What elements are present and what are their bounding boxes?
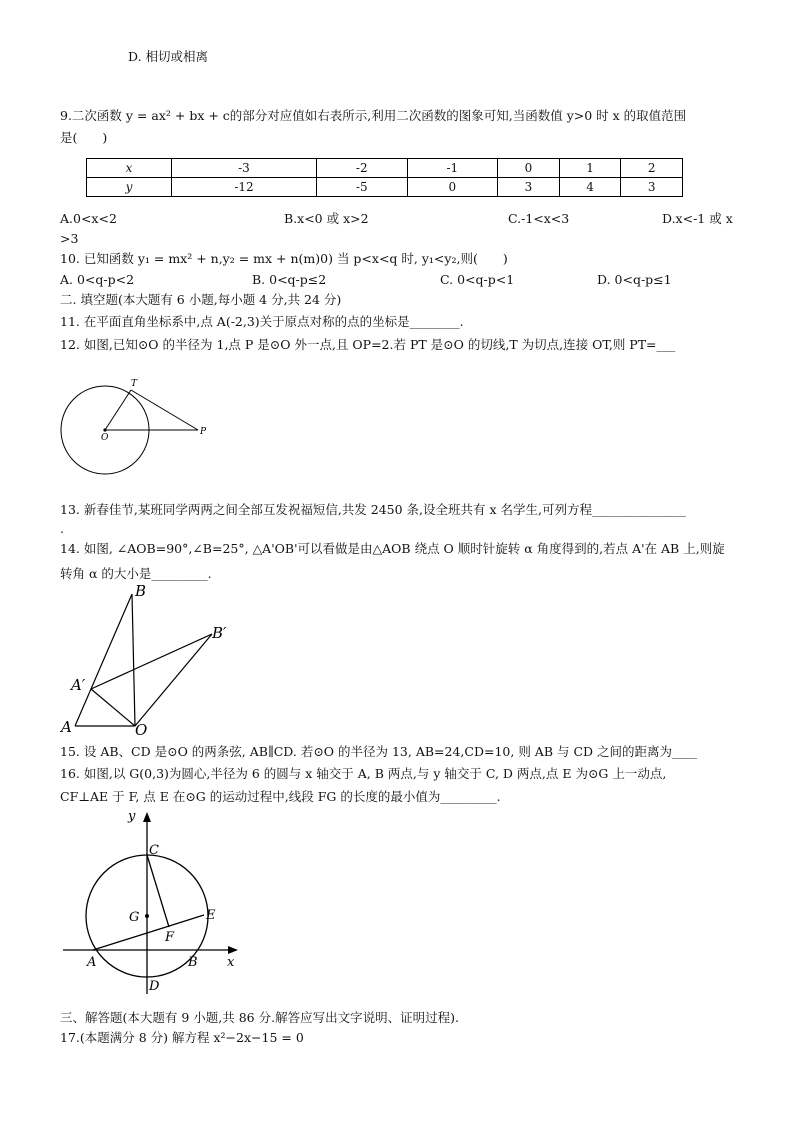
q10-option-d: D. 0<q-p≤1	[597, 272, 672, 287]
table-cell: 3	[621, 178, 683, 197]
table-cell: 0	[498, 159, 560, 178]
table-cell: 1	[559, 159, 621, 178]
q14-text: 14. 如图, ∠AOB=90°,∠B=25°, △A'OB'可以看做是由△AOB 绕点 O 顺时针旋转 α 角度得到的,若点 A'在 AB 上,则旋	[60, 541, 725, 556]
table-row	[87, 159, 683, 178]
segment-a-prime-b-prime	[91, 634, 212, 689]
center-point	[103, 428, 106, 431]
segment-cf	[147, 855, 169, 927]
label-f: F	[165, 930, 175, 945]
segment-o-b-prime	[135, 634, 212, 726]
table-cell: x	[87, 159, 172, 178]
label-a-prime: A′	[71, 676, 86, 694]
q13-text-cont: .	[60, 521, 64, 536]
table-row	[87, 178, 683, 197]
label-o: O	[101, 433, 109, 443]
point-g	[145, 914, 149, 918]
q9-stem-cont: 是( )	[60, 130, 108, 145]
label-x: x	[227, 955, 235, 970]
q9-option-b: B.x<0 或 x>2	[284, 211, 369, 226]
q9-value-table	[86, 158, 683, 197]
x-axis-arrow-icon	[228, 946, 238, 954]
q13-text: 13. 新春佳节,某班同学两两之间全部互发祝福短信,共发 2450 条,设全班共有 x 名学生,可列方程_______________	[60, 502, 686, 517]
segment-ab	[75, 594, 132, 726]
table-cell: -12	[172, 178, 317, 197]
q10-option-b: B. 0<q-p≤2	[252, 272, 327, 287]
label-t: T	[131, 379, 138, 389]
q9-stem: 9.二次函数 y = ax² + bx + c的部分对应值如右表所示,利用二次函数的图象可知,当函数值 y>0 时 x 的取值范围	[60, 108, 687, 123]
label-o: O	[135, 721, 148, 739]
q15-text: 15. 设 AB、CD 是⊙O 的两条弦, AB∥CD. 若⊙O 的半径为 13, AB=24,CD=10, 则 AB 与 CD 之间的距离为____	[60, 744, 698, 759]
label-a: A	[61, 718, 72, 736]
tangent-pt	[131, 390, 198, 430]
segment-ot	[105, 390, 131, 430]
q10-option-a: A. 0<q-p<2	[60, 272, 135, 287]
label-p: P	[200, 427, 207, 437]
label-b: B	[188, 955, 198, 970]
q8-option-d: D. 相切或相离	[128, 49, 209, 64]
q16-text-cont: CF⊥AE 于 F, 点 E 在⊙G 的运动过程中,线段 FG 的长度的最小值为_________.	[60, 789, 501, 804]
q9-option-d-cont: >3	[60, 231, 79, 246]
q16-text: 16. 如图,以 G(0,3)为圆心,半径为 6 的圆与 x 轴交于 A, B 两点,与 y 轴交于 C, D 两点,点 E 为⊙G 上一动点,	[60, 766, 667, 781]
q17-text: 17.(本题满分 8 分) 解方程 x²−2x−15 = 0	[60, 1030, 304, 1045]
section-2-title: 二. 填空题(本大题有 6 小题,每小题 4 分,共 24 分)	[60, 292, 342, 307]
y-axis-arrow-icon	[143, 812, 151, 822]
q10-option-c: C. 0<q-p<1	[440, 272, 515, 287]
q9-option-a: A.0<x<2	[60, 211, 117, 226]
label-c: C	[149, 843, 159, 858]
table-cell: 0	[407, 178, 498, 197]
q16-coordinate-diagram	[55, 808, 255, 998]
table-cell: -3	[172, 159, 317, 178]
label-y: y	[128, 809, 136, 824]
q10-stem: 10. 已知函数 y₁ = mx² + n,y₂ = mx + n(m)0) 当 p<x<q 时, y₁<y₂,则( )	[60, 251, 508, 266]
table-cell: 4	[559, 178, 621, 197]
label-b-prime: B′	[212, 624, 227, 642]
q12-text: 12. 如图,已知⊙O 的半径为 1,点 P 是⊙O 外一点,且 OP=2.若 PT 是⊙O 的切线,T 为切点,连接 OT,则 PT=___	[60, 337, 676, 352]
label-e: E	[206, 908, 216, 923]
label-a: A	[87, 955, 97, 970]
segment-ae	[93, 915, 204, 950]
table-cell: -2	[316, 159, 407, 178]
table-cell: 3	[498, 178, 560, 197]
segment-a-prime-o	[91, 689, 135, 726]
label-g: G	[129, 910, 140, 925]
label-d: D	[149, 979, 160, 994]
q9-option-c: C.-1<x<3	[508, 211, 570, 226]
label-b: B	[135, 582, 147, 600]
q12-circle-diagram	[55, 372, 215, 477]
q14-text-cont: 转角 α 的大小是_________.	[60, 566, 212, 581]
table-cell: -5	[316, 178, 407, 197]
section-3-title: 三、解答题(本大题有 9 小题,共 86 分.解答应写出文字说明、证明过程).	[60, 1010, 459, 1025]
q11-text: 11. 在平面直角坐标系中,点 A(-2,3)关于原点对称的点的坐标是________.	[60, 314, 464, 329]
q14-rotation-diagram	[55, 582, 245, 742]
segment-ob	[132, 594, 135, 726]
table-cell: y	[87, 178, 172, 197]
q9-option-d: D.x<-1 或 x	[662, 211, 733, 226]
table-cell: -1	[407, 159, 498, 178]
table-cell: 2	[621, 159, 683, 178]
